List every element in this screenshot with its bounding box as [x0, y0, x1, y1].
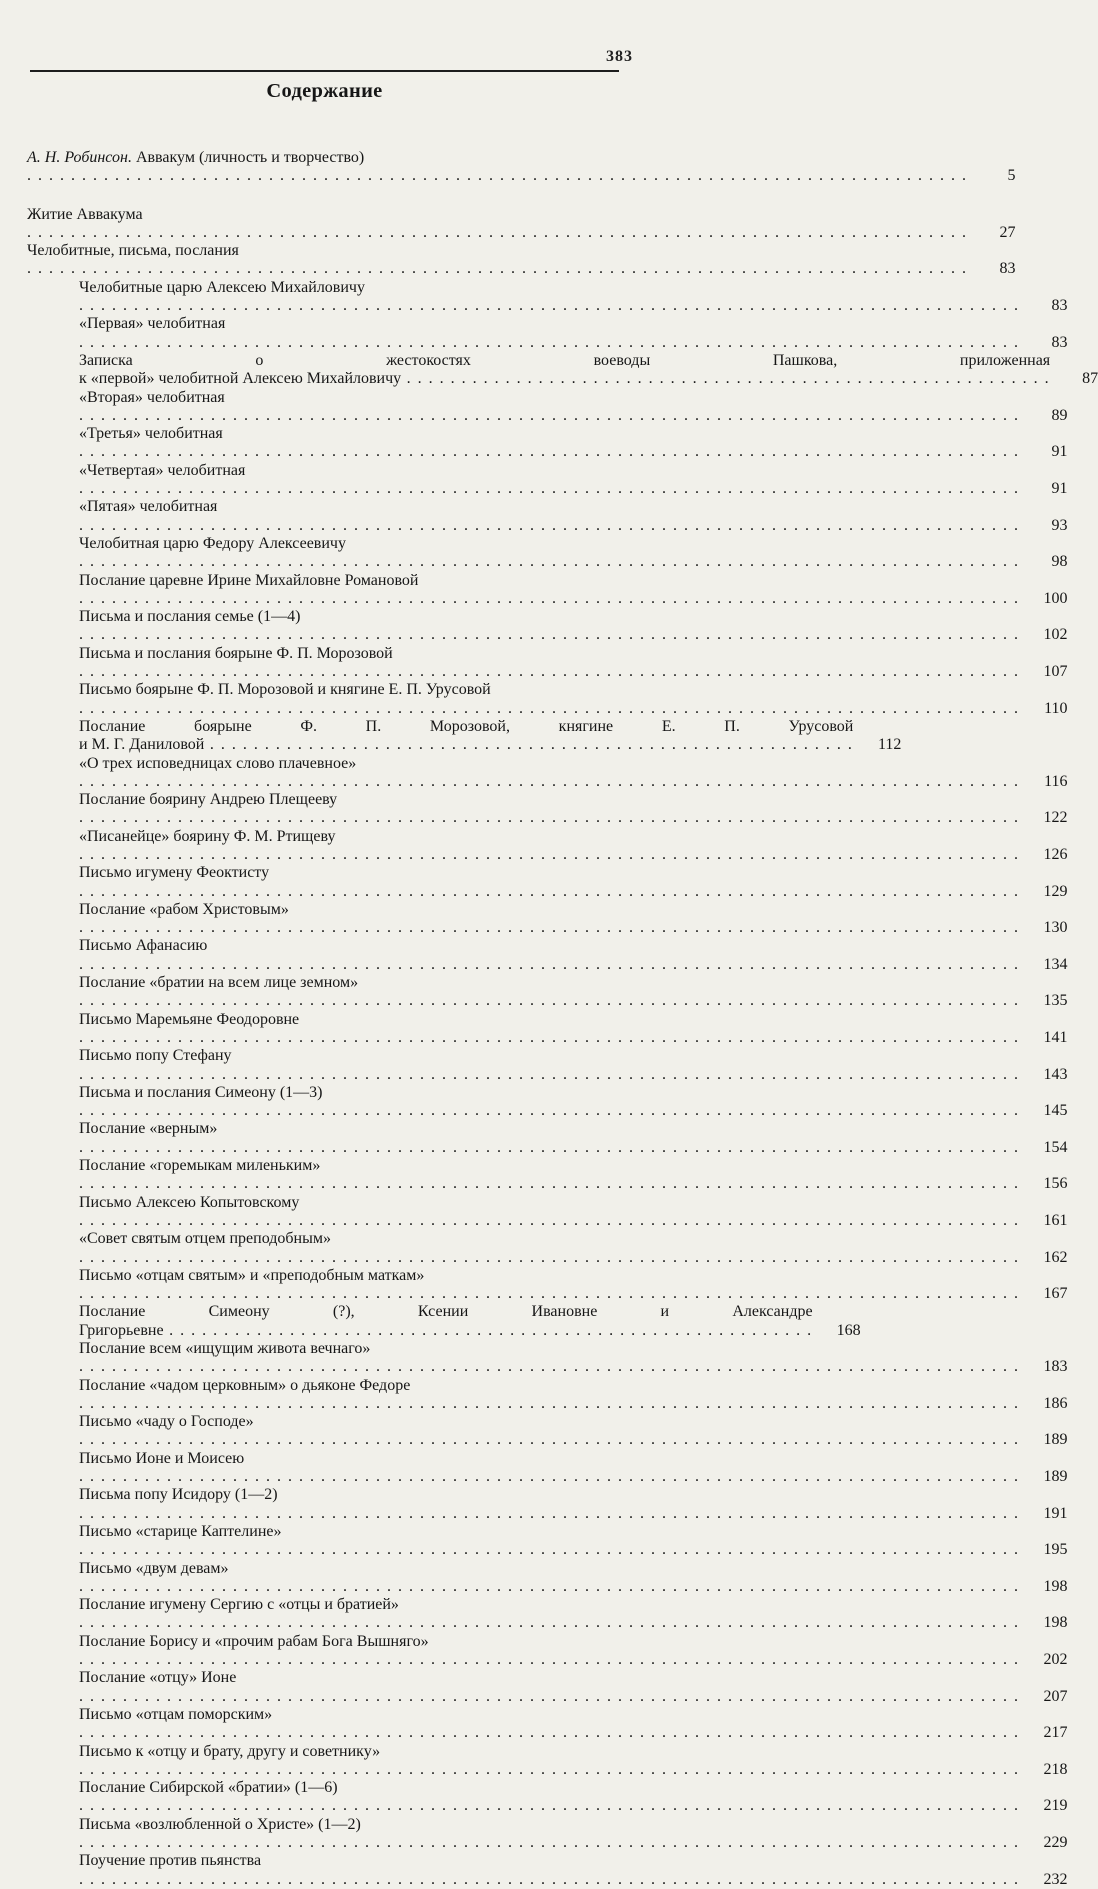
header-rule: [30, 70, 619, 72]
toc-entry[interactable]: [27, 1266, 1068, 1304]
toc-page-number: 141: [1043, 1028, 1068, 1046]
toc-entry[interactable]: [27, 1193, 1068, 1231]
toc-entry-title: Послание «рабом Христовым»: [79, 900, 289, 918]
toc-entry[interactable]: [27, 1596, 1068, 1633]
toc-entry[interactable]: [27, 827, 1068, 865]
toc-entry[interactable]: [27, 864, 1068, 901]
toc-page-number: 183: [1043, 1358, 1068, 1376]
page-number: 383: [606, 48, 633, 65]
toc-entry-title: Челобитные царю Алексею Михайловичу: [79, 278, 365, 296]
toc-entry-title: Письма попу Исидору (1—2): [79, 1486, 278, 1504]
toc-entry[interactable]: [27, 205, 1016, 243]
toc-entry[interactable]: [27, 498, 1068, 535]
toc-page-number: 87: [1082, 370, 1098, 388]
toc-page-number: 156: [1043, 1175, 1068, 1193]
toc-entry[interactable]: [27, 1632, 1068, 1670]
toc-entry[interactable]: [27, 1120, 1068, 1157]
toc-page-number: 232: [1043, 1870, 1068, 1888]
toc-page-number: 100: [1043, 589, 1068, 607]
toc-entry-title: Письма и послания Симеону (1—3): [79, 1083, 323, 1101]
toc-page-number: 102: [1043, 626, 1068, 644]
toc-entry-title: Челобитная царю Федору Алексеевичу: [79, 534, 346, 552]
toc-page-number: 93: [1051, 516, 1068, 534]
toc-entry-title: Послание Сибирской «братии» (1—6): [79, 1779, 338, 1797]
toc-entry-intro[interactable]: [27, 149, 1016, 186]
toc-entry-title: Послание «верным»: [79, 1120, 218, 1138]
toc-entry-title: Письмо игумену Феоктисту: [79, 864, 270, 882]
toc-entry-title: «Пятая» челобитная: [79, 498, 218, 516]
toc-entry-title-line1: Послание Симеону (?), Ксении Ивановне и Александре: [79, 1303, 813, 1321]
toc-entry-title: «О трех исповедницах слово плачевное»: [79, 754, 357, 772]
toc-entry[interactable]: [27, 1669, 1068, 1706]
toc-entry-title: Послание игумену Сергию с «отцы и братией»: [79, 1596, 399, 1614]
toc-entry[interactable]: [27, 1852, 1068, 1889]
toc-entry-title: «Первая» челобитная: [79, 315, 226, 333]
toc-page-number: 91: [1051, 480, 1068, 498]
toc-entry-title: Письмо Афанасию: [79, 937, 208, 955]
toc-page-number: 112: [877, 736, 902, 754]
toc-page-number: 229: [1043, 1834, 1068, 1852]
toc-entry-title-line2: к «первой» челобитной Алексею Михайловичу . . .: [79, 370, 1050, 388]
toc-entry[interactable]: [27, 1486, 1068, 1523]
toc-entry-title: Письмо боярыне Ф. П. Морозовой и княгине Е. П. Урусовой: [79, 681, 491, 699]
toc-page-number: 189: [1043, 1431, 1068, 1449]
toc-entry-title: Письмо «отцам святым» и «преподобным маткам»: [79, 1266, 425, 1284]
toc-page-number: 168: [836, 1321, 861, 1339]
toc-entry[interactable]: [27, 1157, 1068, 1194]
toc-page-number: 135: [1043, 992, 1068, 1010]
toc-entry-title: Послание «горемыкам миленьким»: [79, 1157, 321, 1175]
toc-entry[interactable]: [27, 717, 902, 755]
toc-page-number: 130: [1043, 919, 1068, 937]
toc-page-number: 154: [1043, 1138, 1068, 1156]
toc-entry[interactable]: [27, 278, 1068, 316]
toc-entry[interactable]: [27, 937, 1068, 974]
toc-page-number: 195: [1043, 1541, 1068, 1559]
toc-page-number: 5: [1007, 167, 1016, 185]
toc-page-number: 27: [999, 223, 1016, 241]
toc-entry[interactable]: [27, 1010, 1068, 1048]
toc-entry-title: Послание Борису и «прочим рабам Бога Вышняго»: [79, 1632, 429, 1650]
toc-entry-title: Послание «чадом церковным» о дьяконе Федоре: [79, 1376, 411, 1394]
toc-entry[interactable]: [27, 1303, 861, 1340]
toc-page-number: 122: [1043, 809, 1068, 827]
toc-entry[interactable]: [27, 351, 1098, 389]
toc-entry[interactable]: [27, 1083, 1068, 1121]
toc-entry[interactable]: [27, 315, 1068, 352]
toc-page-number: 198: [1043, 1614, 1068, 1632]
toc-page-number: 218: [1043, 1760, 1068, 1778]
page-title: Содержание: [266, 80, 383, 102]
toc-entry-title: «Четвертая» челобитная: [79, 461, 246, 479]
toc-entry[interactable]: [27, 754, 1068, 792]
toc-entry[interactable]: [27, 681, 1068, 718]
toc-entry-title: «Третья» челобитная: [79, 425, 223, 443]
toc-page-number: 162: [1043, 1248, 1068, 1266]
toc-entry[interactable]: [27, 1047, 1068, 1084]
toc-page-number: 191: [1043, 1504, 1068, 1522]
toc-entry-title: «Совет святым отцем преподобным»: [79, 1230, 331, 1248]
toc-page-number: 145: [1043, 1102, 1068, 1120]
toc-page-number: 198: [1043, 1577, 1068, 1595]
toc-entry-title-line2: Григорьевне . . .: [79, 1322, 813, 1340]
toc-entry[interactable]: [27, 1779, 1068, 1816]
toc-page-number: 83: [1051, 333, 1068, 351]
toc-page-number: 89: [1051, 406, 1068, 424]
toc-entry-title: Письма и послания боярыне Ф. П. Морозовой: [79, 644, 393, 662]
toc-entry-title-line2: и М. Г. Даниловой . . .: [79, 736, 853, 754]
toc-entry[interactable]: [27, 388, 1068, 426]
toc-author: А. Н. Робинсон.: [27, 149, 132, 166]
toc-page-number: 110: [1044, 699, 1068, 717]
table-of-contents: [27, 149, 1098, 1889]
toc-entry-title: Письмо к «отцу и брату, другу и советнику»: [79, 1742, 381, 1760]
toc-page-number: 91: [1051, 443, 1068, 461]
toc-page-number: 126: [1043, 845, 1068, 863]
toc-page-number: 161: [1043, 1211, 1068, 1229]
toc-entry-title: Письмо «отцам поморским»: [79, 1705, 273, 1723]
toc-entry-title: Челобитные, письма, послания: [27, 242, 239, 260]
toc-entry[interactable]: [27, 425, 1068, 462]
toc-page-number: 129: [1043, 882, 1068, 900]
toc-entry[interactable]: [27, 791, 1068, 828]
toc-entry-title-line1: Записка о жестокостях воеводы Пашкова, приложенная: [79, 351, 1051, 369]
toc-page-number: 116: [1044, 772, 1068, 790]
toc-entry-title: Послание всем «ищущим живота вечнаго»: [79, 1340, 371, 1357]
toc-entry[interactable]: [27, 1230, 1068, 1267]
toc-entry-title: Письмо «двум девам»: [79, 1559, 229, 1577]
toc-entry[interactable]: [27, 1449, 1068, 1487]
toc-entry-title: Аввакум (личность и творчество): [135, 149, 365, 166]
toc-entry-title: Письмо «чаду о Господе»: [79, 1413, 254, 1431]
toc-entry[interactable]: [27, 608, 1068, 645]
toc-page-number: 83: [1051, 297, 1068, 315]
toc-page-number: 167: [1043, 1285, 1068, 1303]
toc-entry[interactable]: [27, 1522, 1068, 1560]
toc-entry-title: Письмо попу Стефану: [79, 1047, 232, 1065]
toc-entry-title: Житие Аввакума: [27, 205, 143, 223]
toc-page-number: 134: [1043, 955, 1068, 973]
toc-page-number: 107: [1043, 663, 1068, 681]
toc-page-number: 143: [1043, 1065, 1068, 1083]
toc-page-number: 219: [1043, 1797, 1068, 1815]
toc-entry-title: «Вторая» челобитная: [79, 388, 225, 406]
toc-entry[interactable]: [27, 644, 1068, 682]
toc-entry-title: Послание боярину Андрею Плещееву: [79, 791, 338, 809]
toc-entry[interactable]: [27, 242, 1016, 279]
toc-entry-title: Письмо Маремьяне Феодоровне: [79, 1010, 300, 1028]
toc-entry[interactable]: [27, 1705, 1068, 1743]
toc-entry[interactable]: [27, 1815, 1068, 1853]
toc-entry-title: Письма и послания семье (1—4): [79, 608, 301, 626]
toc-page-number: 186: [1043, 1394, 1068, 1412]
toc-entry[interactable]: [27, 900, 1068, 938]
toc-entry[interactable]: [27, 461, 1068, 499]
toc-page-number: 83: [999, 260, 1016, 278]
toc-entry-title: Послание царевне Ирине Михайловне Романовой: [79, 571, 419, 589]
toc-entry[interactable]: [27, 974, 1068, 1011]
toc-page-number: 202: [1043, 1651, 1068, 1669]
toc-entry-title: Письмо Алексею Копытовскому: [79, 1193, 300, 1211]
toc-page-number: 189: [1043, 1468, 1068, 1486]
toc-entry[interactable]: [27, 571, 1068, 609]
toc-page-number: 217: [1043, 1724, 1068, 1742]
toc-entry[interactable]: [27, 1340, 1068, 1377]
toc-entry-title: «Писанейце» боярину Ф. М. Ртищеву: [79, 827, 336, 845]
toc-entry-title: Письмо «старице Каптелине»: [79, 1522, 282, 1540]
toc-entry[interactable]: [27, 1376, 1068, 1414]
toc-entry-title: Поучение против пьянства: [79, 1852, 262, 1870]
toc-page-number: 98: [1051, 553, 1068, 571]
toc-entry-title: Письмо Ионе и Моисею: [79, 1449, 245, 1467]
toc-entry[interactable]: [27, 1559, 1068, 1597]
toc-entry[interactable]: [27, 1742, 1068, 1780]
toc-entry-title-line1: Послание боярыне Ф. П. Морозовой, княгине Е. П. Урусовой: [79, 717, 854, 735]
toc-page-number: 207: [1043, 1687, 1068, 1705]
toc-entry-title: Послание «братии на всем лице земном»: [79, 974, 359, 992]
toc-entry-title: Письма «возлюбленной о Христе» (1—2): [79, 1815, 361, 1833]
toc-entry[interactable]: [27, 534, 1068, 572]
toc-entry-title: Послание «отцу» Ионе: [79, 1669, 237, 1687]
toc-entry[interactable]: [27, 1413, 1068, 1450]
